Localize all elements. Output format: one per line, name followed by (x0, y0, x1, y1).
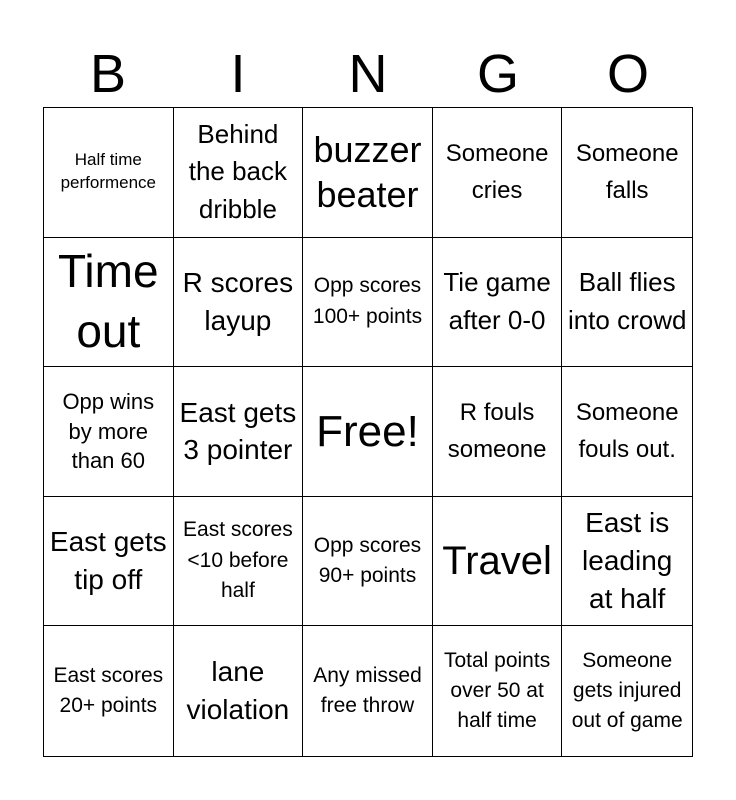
cell-label: Travel (442, 539, 552, 584)
cell-label: Opp wins by more than 60 (62, 388, 155, 474)
header-letter-b: B (89, 44, 127, 104)
header-letter-o: O (606, 44, 649, 104)
bingo-cell-r2c1[interactable] (44, 238, 174, 368)
bingo-cell-r1c3[interactable] (303, 108, 433, 238)
bingo-cell-r2c2[interactable] (174, 238, 304, 368)
bingo-cell-r5c4[interactable] (433, 626, 563, 756)
cell-label: Someone falls (575, 140, 679, 205)
cell-label: Opp scores 90+ points (313, 533, 422, 588)
bingo-cell-r3c4[interactable] (433, 367, 563, 497)
cell-label: Tie game after 0-0 (443, 267, 551, 335)
cell-label: Someone gets injured out of game (571, 648, 683, 733)
cell-label: Ball flies into crowd (567, 267, 687, 335)
bingo-cell-r3c5[interactable] (562, 367, 692, 497)
cell-label: Someone cries (445, 140, 549, 205)
bingo-cell-r2c3[interactable] (303, 238, 433, 368)
bingo-cell-r4c4[interactable] (433, 497, 563, 627)
cell-label: Behind the back dribble (188, 118, 288, 225)
bingo-cell-r5c1[interactable] (44, 626, 174, 756)
bingo-cell-r4c2[interactable] (174, 497, 304, 627)
cell-label: Someone fouls out. (575, 399, 679, 464)
bingo-cell-r2c4[interactable] (433, 238, 563, 368)
bingo-cell-r4c5[interactable] (562, 497, 692, 627)
bingo-cell-r4c3[interactable] (303, 497, 433, 627)
cell-label: Time out (58, 245, 159, 357)
bingo-cell-r1c4[interactable] (433, 108, 563, 238)
bingo-cell-r5c5[interactable] (562, 626, 692, 756)
cell-label: East scores 20+ points (53, 663, 164, 718)
cell-label: R fouls someone (447, 399, 547, 464)
header-letter-i: I (230, 44, 246, 104)
cell-label: Half time performence (60, 150, 157, 193)
cell-label: East scores <10 before half (183, 518, 293, 603)
bingo-cell-r1c5[interactable] (562, 108, 692, 238)
header-letter-n: N (348, 44, 388, 104)
bingo-cell-r1c1[interactable] (44, 108, 174, 238)
cell-label: Total points over 50 at half time (443, 648, 551, 733)
cell-label: East gets tip off (49, 526, 167, 596)
bingo-cell-r3c2[interactable] (174, 367, 304, 497)
cell-label: lane violation (186, 656, 290, 726)
bingo-header (43, 40, 693, 108)
bingo-cell-free-space[interactable] (303, 367, 433, 497)
bingo-cell-r5c2[interactable] (174, 626, 304, 756)
bingo-cell-r1c2[interactable] (174, 108, 304, 238)
bingo-cell-r2c5[interactable] (562, 238, 692, 368)
free-space-label: Free! (316, 406, 419, 456)
cell-label: Opp scores 100+ points (312, 274, 423, 328)
bingo-cell-r4c1[interactable] (44, 497, 174, 627)
cell-label: buzzer beater (313, 129, 422, 216)
cell-label: R scores layup (182, 267, 294, 336)
bingo-cell-r3c1[interactable] (44, 367, 174, 497)
cell-label: East is leading at half (582, 507, 673, 614)
header-letter-g: G (476, 44, 519, 104)
bingo-board (43, 107, 693, 757)
cell-label: East gets 3 pointer (179, 396, 297, 466)
cell-label: Any missed free throw (313, 663, 422, 718)
bingo-cell-r5c3[interactable] (303, 626, 433, 756)
